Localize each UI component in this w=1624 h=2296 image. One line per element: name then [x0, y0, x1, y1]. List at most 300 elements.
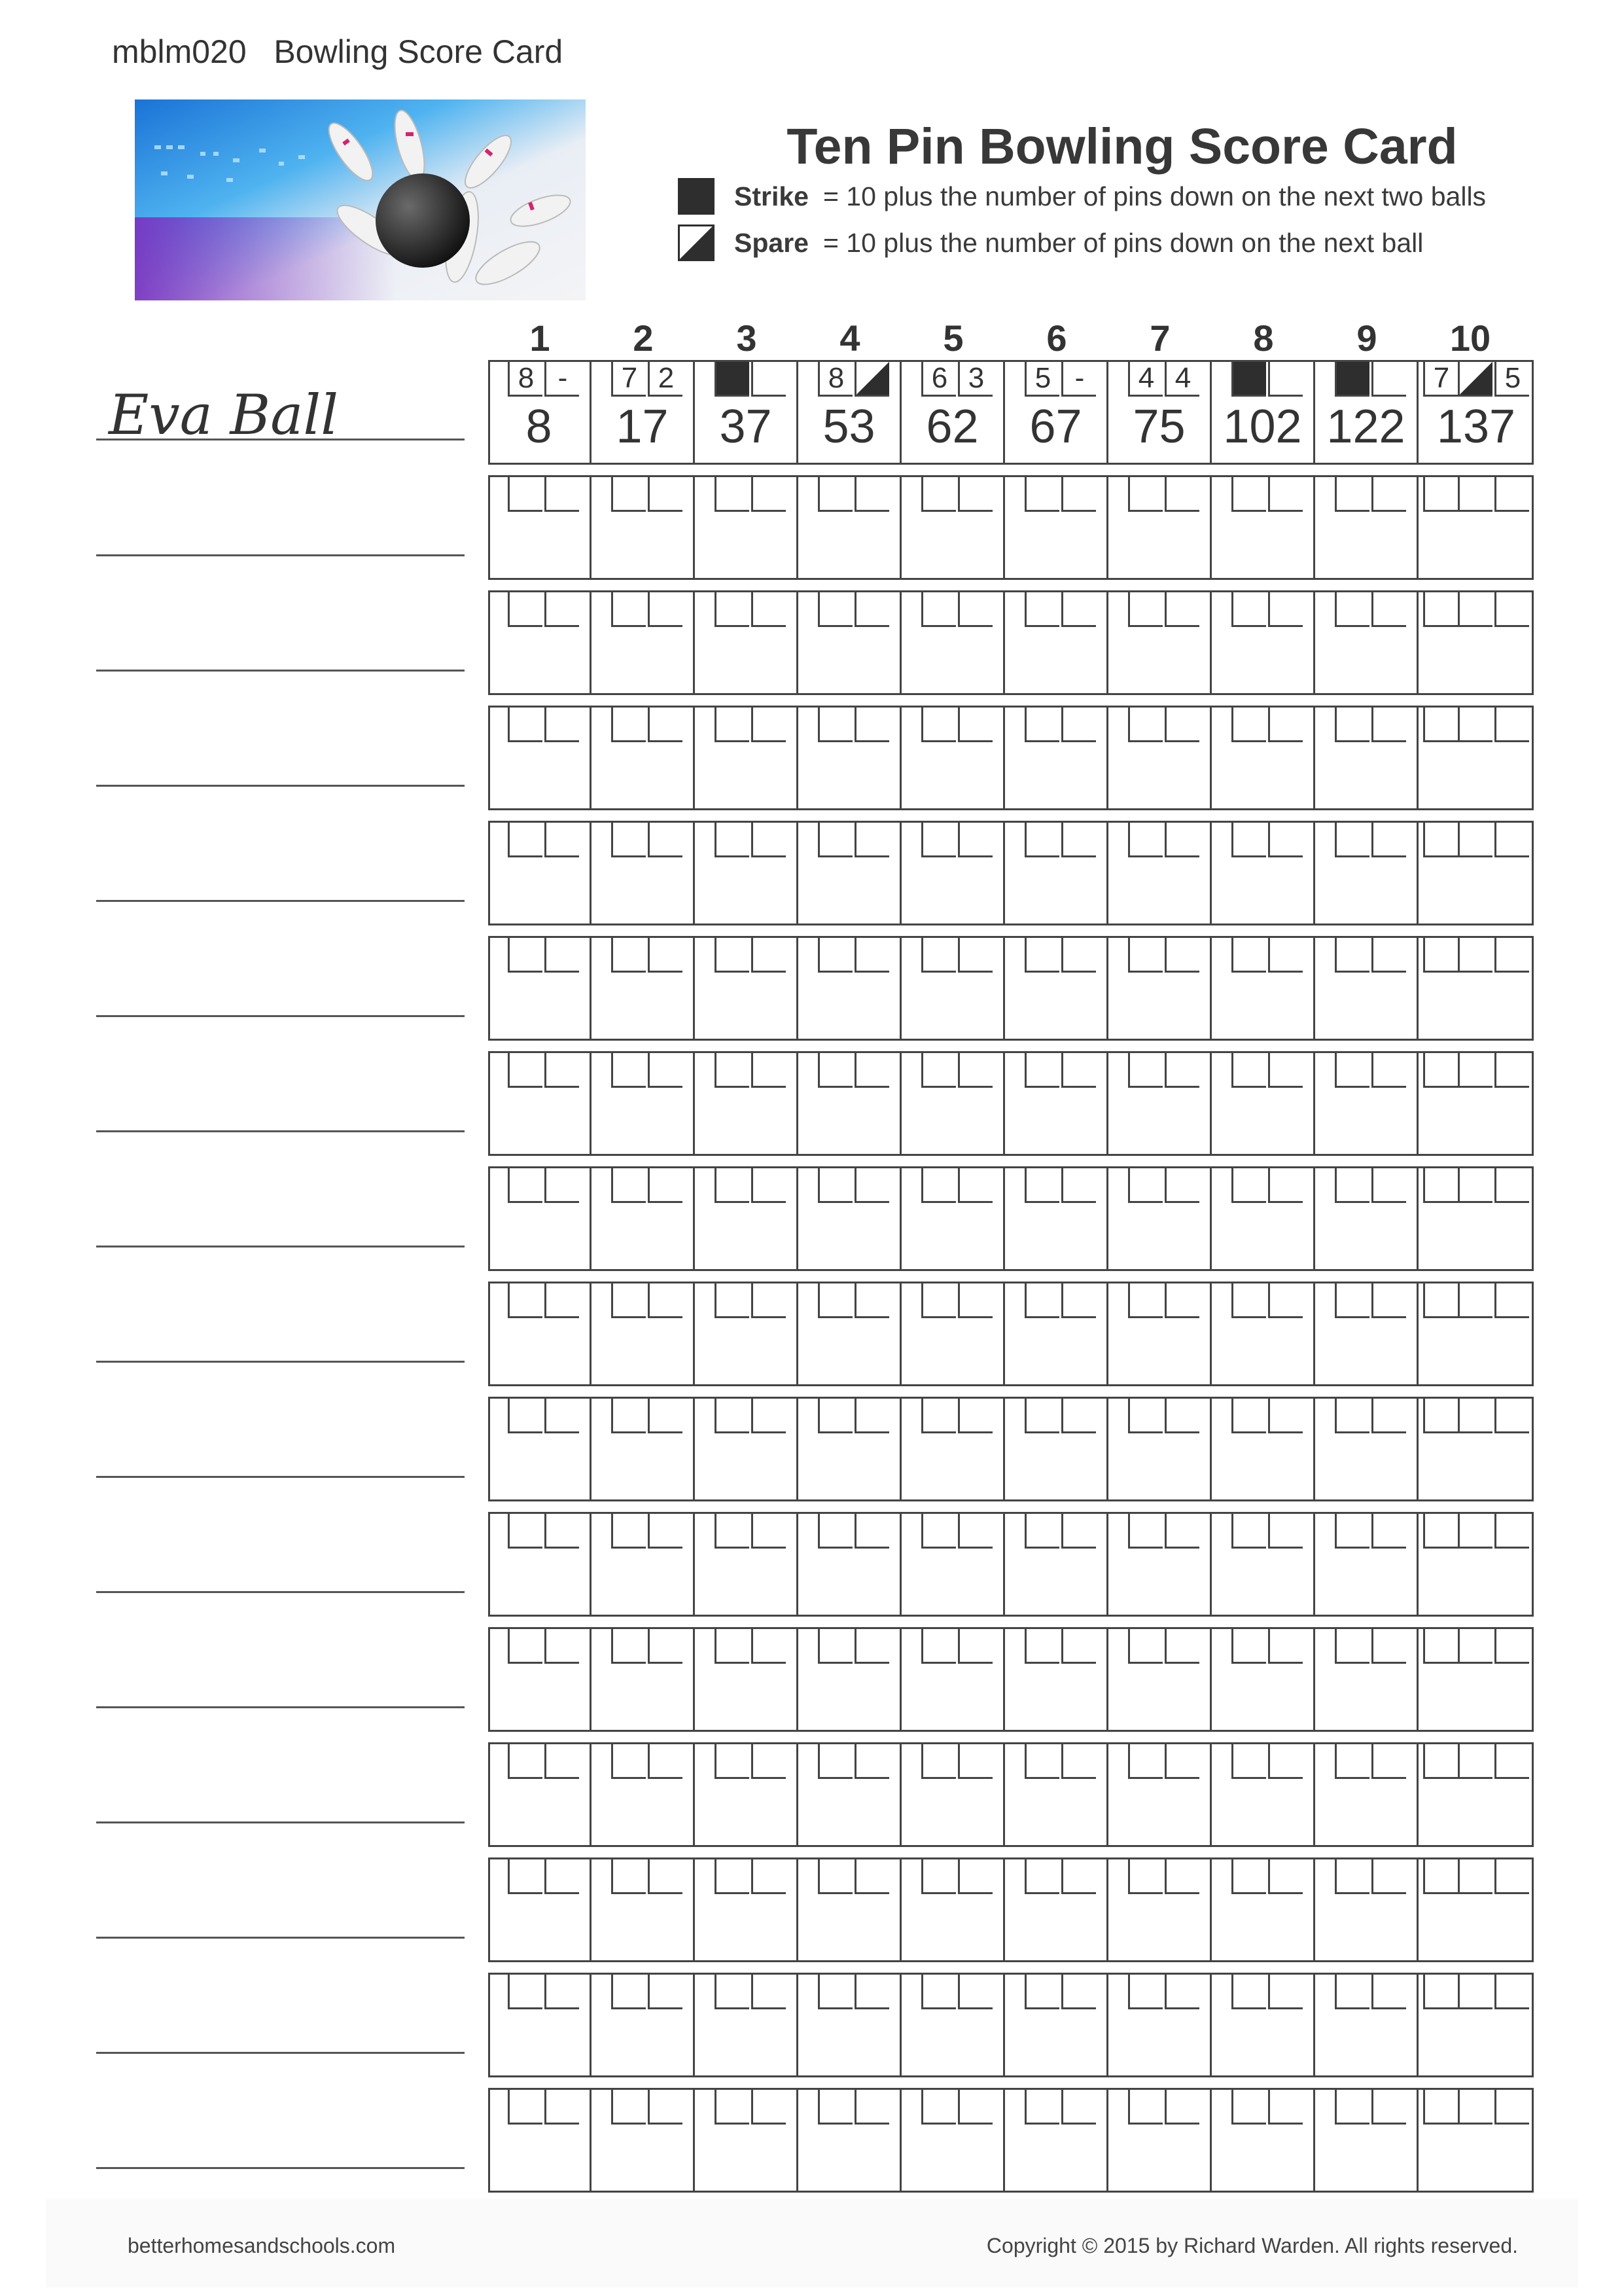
ball-box[interactable]	[508, 1168, 542, 1203]
ball-box[interactable]	[1025, 1744, 1059, 1779]
ball-box[interactable]	[818, 1629, 853, 1664]
ball-box[interactable]	[921, 1514, 956, 1549]
ball-box[interactable]	[1458, 823, 1492, 857]
blank-score-row[interactable]	[488, 590, 1534, 695]
player-name-line[interactable]	[96, 1130, 465, 1132]
frame-cell[interactable]	[1212, 1053, 1315, 1154]
ball-box[interactable]	[958, 1514, 993, 1549]
ball-box[interactable]	[1061, 823, 1096, 857]
ball-box[interactable]	[715, 708, 749, 742]
frame-cell[interactable]	[1315, 2090, 1419, 2191]
ball-box[interactable]	[921, 1053, 956, 1088]
ball-box[interactable]	[1268, 938, 1303, 973]
ball-box[interactable]	[1371, 938, 1406, 973]
frame-cell[interactable]	[1005, 1975, 1108, 2075]
ball-box[interactable]	[855, 1053, 889, 1088]
ball-box[interactable]	[921, 2090, 956, 2125]
frame-cell[interactable]	[902, 1283, 1005, 1384]
ball-box[interactable]	[1371, 823, 1406, 857]
ball-box[interactable]	[1335, 938, 1369, 973]
player-name-line[interactable]	[96, 670, 465, 672]
frame-cell[interactable]	[902, 1744, 1005, 1845]
ball-box[interactable]	[1128, 1399, 1163, 1433]
ball-box[interactable]	[611, 1629, 646, 1664]
frame-cell[interactable]	[1419, 1053, 1534, 1154]
spare-mark[interactable]	[1458, 362, 1492, 397]
frame-cell[interactable]	[488, 1399, 591, 1499]
ball-box[interactable]	[715, 1744, 749, 1779]
ball-box[interactable]	[958, 1744, 993, 1779]
frame-cell[interactable]	[488, 938, 591, 1039]
player-name-line[interactable]	[96, 1015, 465, 1017]
ball-box[interactable]	[1494, 1744, 1529, 1779]
ball-box[interactable]	[1165, 1168, 1199, 1203]
frame-cell[interactable]	[1108, 1399, 1212, 1499]
ball-box[interactable]	[1335, 1514, 1369, 1549]
blank-score-row[interactable]	[488, 1857, 1534, 1962]
player-name-line[interactable]	[96, 1821, 465, 1823]
ball-box[interactable]	[1268, 1859, 1303, 1894]
ball-box[interactable]	[508, 1859, 542, 1894]
frame-cell[interactable]	[1212, 708, 1315, 808]
ball-box[interactable]	[1335, 1975, 1369, 2009]
ball-box[interactable]	[921, 592, 956, 627]
ball-box[interactable]	[1165, 1514, 1199, 1549]
ball-box[interactable]	[818, 708, 853, 742]
ball-box[interactable]	[1061, 1744, 1096, 1779]
ball-box[interactable]	[921, 1975, 956, 2009]
ball-box[interactable]	[1494, 1168, 1529, 1203]
ball-box[interactable]	[1371, 1283, 1406, 1318]
ball-box[interactable]	[611, 1975, 646, 2009]
ball-box[interactable]	[1025, 2090, 1059, 2125]
ball-box[interactable]	[1371, 592, 1406, 627]
frame-cell[interactable]	[591, 477, 695, 578]
ball-box[interactable]	[818, 1053, 853, 1088]
frame-cell[interactable]	[488, 362, 591, 463]
ball-box[interactable]	[1423, 823, 1458, 857]
spare-mark[interactable]	[855, 362, 889, 397]
ball-box[interactable]	[1458, 1399, 1492, 1433]
frame-cell[interactable]	[902, 1399, 1005, 1499]
blank-score-row[interactable]	[488, 1512, 1534, 1617]
ball-box[interactable]	[1494, 1629, 1529, 1664]
ball-box[interactable]	[855, 823, 889, 857]
frame-cell[interactable]	[1212, 1859, 1315, 1960]
ball-box[interactable]	[544, 1283, 579, 1318]
ball-box[interactable]	[611, 1744, 646, 1779]
ball-box[interactable]	[1061, 1975, 1096, 2009]
ball-box[interactable]	[921, 1744, 956, 1779]
frame-cell[interactable]	[591, 592, 695, 693]
ball-box[interactable]	[544, 708, 579, 742]
player-name-line[interactable]	[96, 785, 465, 787]
ball-box[interactable]	[1494, 1514, 1529, 1549]
ball-box[interactable]	[958, 2090, 993, 2125]
ball-box[interactable]	[1423, 1514, 1458, 1549]
frame-cell[interactable]	[1005, 1859, 1108, 1960]
frame-cell[interactable]	[1315, 362, 1419, 463]
player-name-line[interactable]	[96, 1937, 465, 1939]
ball-box[interactable]	[544, 823, 579, 857]
ball-box[interactable]	[1494, 708, 1529, 742]
frame-cell[interactable]	[1315, 1744, 1419, 1845]
ball-box[interactable]	[1458, 1975, 1492, 2009]
ball-box[interactable]	[855, 1514, 889, 1549]
ball-box[interactable]	[1423, 708, 1458, 742]
ball-box[interactable]	[1231, 2090, 1266, 2125]
ball-box[interactable]	[921, 1283, 956, 1318]
ball-box[interactable]	[1025, 1629, 1059, 1664]
ball-box[interactable]	[1268, 1399, 1303, 1433]
ball-box[interactable]	[1025, 1168, 1059, 1203]
ball-box[interactable]	[958, 708, 993, 742]
frame-cell[interactable]	[902, 592, 1005, 693]
frame-cell[interactable]	[488, 708, 591, 808]
frame-cell[interactable]	[695, 1168, 798, 1269]
ball-box[interactable]	[1128, 2090, 1163, 2125]
ball-box[interactable]	[1423, 2090, 1458, 2125]
ball-box[interactable]	[648, 1859, 682, 1894]
frame-cell[interactable]	[1005, 1168, 1108, 1269]
blank-score-row[interactable]	[488, 1282, 1534, 1386]
frame-cell[interactable]	[488, 823, 591, 924]
frame-cell[interactable]	[1005, 1053, 1108, 1154]
frame-cell[interactable]	[695, 1514, 798, 1615]
ball-box[interactable]	[611, 2090, 646, 2125]
frame-cell[interactable]	[1419, 708, 1534, 808]
ball-box[interactable]	[1231, 823, 1266, 857]
player-name-line[interactable]	[96, 2052, 465, 2054]
ball-box[interactable]	[1458, 2090, 1492, 2125]
ball-box[interactable]	[921, 708, 956, 742]
ball-box[interactable]	[1061, 938, 1096, 973]
ball-box[interactable]	[1128, 1975, 1163, 2009]
ball-box[interactable]	[1458, 1283, 1492, 1318]
ball-box[interactable]	[1458, 592, 1492, 627]
frame-cell[interactable]	[488, 1744, 591, 1845]
frame-cell[interactable]	[1108, 1053, 1212, 1154]
ball-box[interactable]	[818, 477, 853, 512]
frame-cell[interactable]	[591, 2090, 695, 2191]
ball-box[interactable]	[1423, 1053, 1458, 1088]
frame-cell[interactable]	[1005, 823, 1108, 924]
ball-box[interactable]	[648, 823, 682, 857]
frame-cell[interactable]	[798, 708, 902, 808]
ball-box[interactable]	[648, 2090, 682, 2125]
ball-box[interactable]	[648, 1053, 682, 1088]
player-score-row[interactable]	[488, 360, 1534, 465]
player-name-line[interactable]	[96, 2167, 465, 2169]
ball-box[interactable]	[751, 1975, 786, 2009]
ball-box[interactable]	[818, 1744, 853, 1779]
ball-box[interactable]	[1061, 1168, 1096, 1203]
ball-box[interactable]	[1268, 2090, 1303, 2125]
frame-cell[interactable]	[1419, 1514, 1534, 1615]
frame-cell[interactable]	[1108, 1859, 1212, 1960]
ball-box[interactable]	[1335, 1629, 1369, 1664]
ball-box[interactable]	[1061, 477, 1096, 512]
ball-box[interactable]: 5	[1494, 362, 1529, 397]
frame-cell[interactable]	[488, 477, 591, 578]
frame-cell[interactable]	[798, 1975, 902, 2075]
frame-cell[interactable]	[488, 1283, 591, 1384]
frame-cell[interactable]	[1005, 362, 1108, 463]
frame-cell[interactable]	[591, 1629, 695, 1730]
ball-box[interactable]	[1494, 2090, 1529, 2125]
frame-cell[interactable]	[1108, 1283, 1212, 1384]
ball-box[interactable]	[544, 2090, 579, 2125]
ball-box[interactable]	[818, 1514, 853, 1549]
ball-box[interactable]	[1268, 1168, 1303, 1203]
frame-cell[interactable]	[798, 1859, 902, 1960]
ball-box[interactable]	[751, 1283, 786, 1318]
ball-box[interactable]	[648, 1168, 682, 1203]
ball-box[interactable]	[1231, 1744, 1266, 1779]
ball-box[interactable]	[648, 708, 682, 742]
ball-box[interactable]	[1025, 1859, 1059, 1894]
frame-cell[interactable]	[798, 362, 902, 463]
frame-cell[interactable]	[1108, 1514, 1212, 1615]
ball-box[interactable]	[1128, 708, 1163, 742]
frame-cell[interactable]	[798, 1283, 902, 1384]
frame-cell[interactable]	[1315, 708, 1419, 808]
ball-box[interactable]	[958, 1168, 993, 1203]
frame-cell[interactable]	[1212, 2090, 1315, 2191]
ball-box[interactable]: -	[544, 362, 579, 397]
ball-box[interactable]	[1025, 1399, 1059, 1433]
frame-cell[interactable]	[902, 362, 1005, 463]
ball-box[interactable]	[1128, 1629, 1163, 1664]
ball-box[interactable]	[508, 708, 542, 742]
ball-box[interactable]	[1371, 1859, 1406, 1894]
frame-cell[interactable]	[1419, 477, 1534, 578]
ball-box[interactable]	[1128, 1283, 1163, 1318]
ball-box[interactable]	[611, 823, 646, 857]
frame-cell[interactable]	[1419, 938, 1534, 1039]
ball-box[interactable]	[751, 708, 786, 742]
player-name-line[interactable]	[96, 1706, 465, 1708]
ball-box[interactable]	[958, 1399, 993, 1433]
frame-cell[interactable]	[798, 823, 902, 924]
ball-box[interactable]	[715, 1629, 749, 1664]
ball-box[interactable]	[715, 1514, 749, 1549]
ball-box[interactable]	[1231, 1399, 1266, 1433]
ball-box[interactable]	[508, 823, 542, 857]
ball-box[interactable]	[1423, 1859, 1458, 1894]
blank-score-row[interactable]	[488, 2088, 1534, 2193]
ball-box[interactable]	[648, 1283, 682, 1318]
frame-cell[interactable]	[695, 1283, 798, 1384]
ball-box[interactable]	[544, 1744, 579, 1779]
ball-box[interactable]	[1268, 1744, 1303, 1779]
ball-box[interactable]	[855, 1859, 889, 1894]
frame-cell[interactable]	[798, 1053, 902, 1154]
ball-box[interactable]	[611, 1859, 646, 1894]
frame-cell[interactable]	[1212, 1168, 1315, 1269]
ball-box[interactable]	[648, 1744, 682, 1779]
frame-cell[interactable]	[1005, 1744, 1108, 1845]
ball-box[interactable]	[1165, 1053, 1199, 1088]
ball-box[interactable]	[1025, 477, 1059, 512]
ball-box[interactable]	[921, 477, 956, 512]
ball-box[interactable]	[1165, 1629, 1199, 1664]
frame-cell[interactable]	[1005, 1283, 1108, 1384]
ball-box[interactable]	[611, 592, 646, 627]
frame-cell[interactable]	[1212, 1975, 1315, 2075]
ball-box[interactable]	[611, 477, 646, 512]
ball-box[interactable]	[1371, 2090, 1406, 2125]
ball-box[interactable]	[1371, 1399, 1406, 1433]
frame-cell[interactable]	[1108, 1975, 1212, 2075]
frame-cell[interactable]	[1005, 592, 1108, 693]
ball-box[interactable]	[1268, 1975, 1303, 2009]
ball-box[interactable]	[921, 1168, 956, 1203]
ball-box[interactable]	[751, 2090, 786, 2125]
ball-box[interactable]	[715, 1053, 749, 1088]
frame-cell[interactable]	[1005, 1399, 1108, 1499]
frame-cell[interactable]	[488, 1629, 591, 1730]
ball-box[interactable]	[1128, 592, 1163, 627]
frame-cell[interactable]	[695, 1859, 798, 1960]
blank-score-row[interactable]	[488, 1742, 1534, 1847]
frame-cell[interactable]	[902, 1859, 1005, 1960]
ball-box[interactable]	[508, 1514, 542, 1549]
ball-box[interactable]	[611, 1283, 646, 1318]
ball-box[interactable]	[508, 1053, 542, 1088]
frame-cell[interactable]	[1212, 362, 1315, 463]
ball-box[interactable]	[818, 1975, 853, 2009]
ball-box[interactable]	[751, 1859, 786, 1894]
ball-box[interactable]	[1335, 477, 1369, 512]
ball-box[interactable]	[1335, 823, 1369, 857]
frame-cell[interactable]	[488, 1168, 591, 1269]
ball-box[interactable]	[508, 1283, 542, 1318]
ball-box[interactable]	[751, 1168, 786, 1203]
frame-cell[interactable]	[1108, 362, 1212, 463]
frame-cell[interactable]	[798, 1744, 902, 1845]
ball-box[interactable]	[544, 1975, 579, 2009]
ball-box[interactable]	[1268, 477, 1303, 512]
ball-box[interactable]	[1231, 1283, 1266, 1318]
player-name-line[interactable]	[96, 554, 465, 556]
ball-box[interactable]	[1335, 1283, 1369, 1318]
ball-box[interactable]	[921, 823, 956, 857]
frame-cell[interactable]	[798, 477, 902, 578]
ball-box[interactable]	[1423, 1168, 1458, 1203]
ball-box[interactable]: -	[1061, 362, 1096, 397]
ball-box[interactable]	[715, 592, 749, 627]
ball-box[interactable]	[1165, 477, 1199, 512]
ball-box[interactable]	[1458, 1168, 1492, 1203]
frame-cell[interactable]	[695, 708, 798, 808]
frame-cell[interactable]	[1005, 1514, 1108, 1615]
frame-cell[interactable]	[1315, 477, 1419, 578]
player-name-line[interactable]	[96, 439, 465, 440]
ball-box[interactable]	[1268, 592, 1303, 627]
frame-cell[interactable]	[1315, 1053, 1419, 1154]
ball-box[interactable]: 8	[818, 362, 853, 397]
ball-box[interactable]	[544, 477, 579, 512]
frame-cell[interactable]	[488, 1514, 591, 1615]
ball-box[interactable]	[648, 477, 682, 512]
frame-cell[interactable]	[1419, 362, 1534, 463]
ball-box[interactable]	[1458, 1514, 1492, 1549]
frame-cell[interactable]	[798, 592, 902, 693]
ball-box[interactable]	[1231, 1975, 1266, 2009]
ball-box[interactable]	[1231, 1629, 1266, 1664]
ball-box[interactable]	[611, 708, 646, 742]
blank-score-row[interactable]	[488, 936, 1534, 1041]
frame-cell[interactable]	[902, 1514, 1005, 1615]
ball-box[interactable]	[1231, 592, 1266, 627]
ball-box[interactable]	[715, 1168, 749, 1203]
frame-cell[interactable]	[591, 1975, 695, 2075]
ball-box[interactable]	[1231, 1859, 1266, 1894]
ball-box[interactable]	[1025, 1975, 1059, 2009]
frame-cell[interactable]	[591, 708, 695, 808]
frame-cell[interactable]	[591, 1283, 695, 1384]
frame-cell[interactable]	[902, 938, 1005, 1039]
frame-cell[interactable]	[798, 1629, 902, 1730]
frame-cell[interactable]	[1419, 592, 1534, 693]
frame-cell[interactable]	[1419, 1859, 1534, 1960]
ball-box[interactable]	[1371, 1053, 1406, 1088]
ball-box[interactable]	[1128, 1168, 1163, 1203]
ball-box[interactable]: 5	[1025, 362, 1059, 397]
frame-cell[interactable]	[1419, 1744, 1534, 1845]
ball-box[interactable]	[1371, 1975, 1406, 2009]
player-name-line[interactable]	[96, 1476, 465, 1478]
frame-cell[interactable]	[1108, 477, 1212, 578]
frame-cell[interactable]	[798, 2090, 902, 2191]
ball-box[interactable]	[1165, 1744, 1199, 1779]
ball-box[interactable]	[1025, 823, 1059, 857]
ball-box[interactable]	[1494, 1859, 1529, 1894]
frame-cell[interactable]	[1315, 938, 1419, 1039]
ball-box[interactable]	[751, 1053, 786, 1088]
ball-box[interactable]	[1165, 823, 1199, 857]
ball-box[interactable]	[715, 1283, 749, 1318]
ball-box[interactable]	[1165, 2090, 1199, 2125]
ball-box[interactable]	[508, 2090, 542, 2125]
frame-cell[interactable]	[798, 1399, 902, 1499]
frame-cell[interactable]	[902, 823, 1005, 924]
blank-score-row[interactable]	[488, 1973, 1534, 2077]
frame-cell[interactable]	[1419, 1975, 1534, 2075]
ball-box[interactable]	[818, 1283, 853, 1318]
ball-box[interactable]	[751, 592, 786, 627]
ball-box[interactable]	[1371, 477, 1406, 512]
ball-box[interactable]: 2	[648, 362, 682, 397]
ball-box[interactable]	[855, 592, 889, 627]
ball-box[interactable]	[1371, 1514, 1406, 1549]
ball-box[interactable]	[1423, 1744, 1458, 1779]
strike-mark[interactable]	[1335, 362, 1369, 397]
frame-cell[interactable]	[1108, 708, 1212, 808]
ball-box[interactable]	[1025, 1053, 1059, 1088]
ball-box[interactable]	[1371, 1168, 1406, 1203]
frame-cell[interactable]	[488, 1859, 591, 1960]
ball-box[interactable]	[544, 592, 579, 627]
ball-box[interactable]	[648, 1514, 682, 1549]
strike-mark[interactable]	[1231, 362, 1266, 397]
ball-box[interactable]	[1025, 1514, 1059, 1549]
frame-cell[interactable]	[1212, 592, 1315, 693]
frame-cell[interactable]	[1212, 1744, 1315, 1845]
frame-cell[interactable]	[488, 1053, 591, 1154]
ball-box[interactable]	[715, 1859, 749, 1894]
